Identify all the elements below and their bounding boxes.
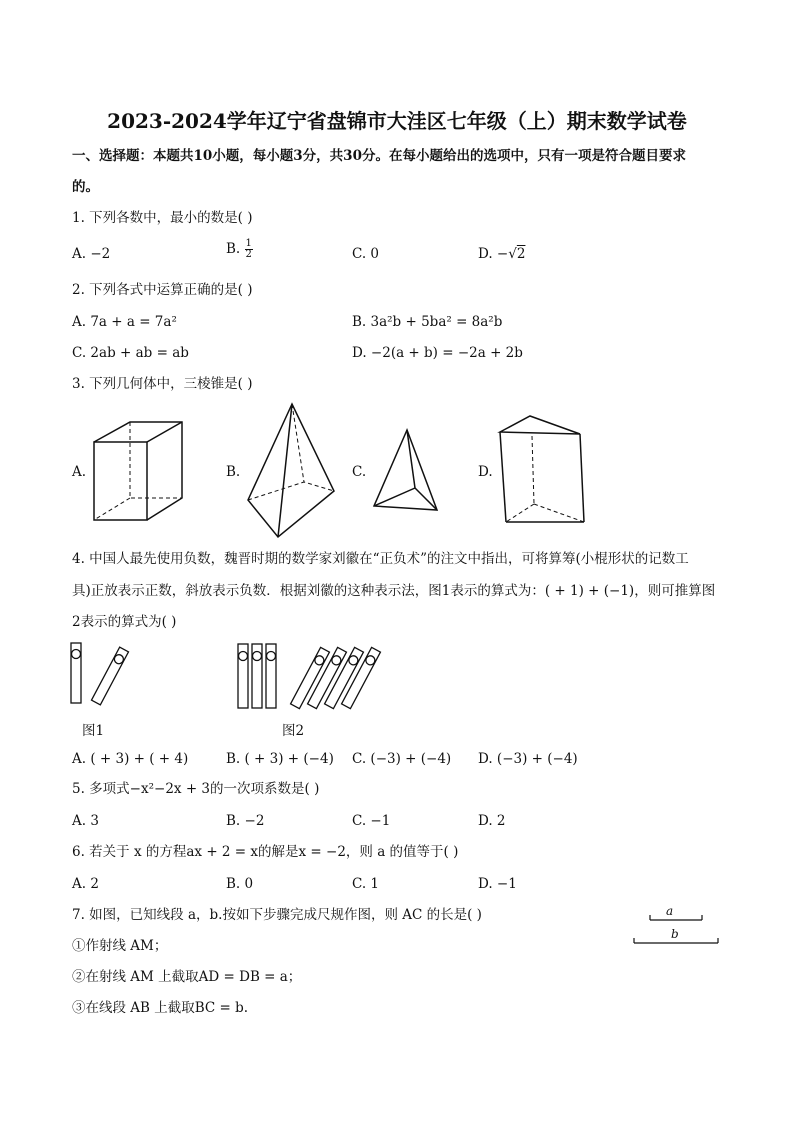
q6-option-a[interactable]: A. 2 <box>72 876 99 892</box>
question-7-step1: ①作射线 AM； <box>72 938 168 954</box>
q1-option-d[interactable] <box>478 245 525 263</box>
q4-option-d[interactable]: D. (−3) + (−4) <box>478 751 578 767</box>
radicand: 2 <box>516 246 526 262</box>
q2-option-c[interactable]: C. 2ab + ab = ab <box>72 345 189 361</box>
q4-option-c[interactable]: C. (−3) + (−4) <box>352 751 452 767</box>
segment-b-label: b <box>671 927 679 941</box>
question-7-step3: ③在线段 AB 上截取BC = b. <box>72 1000 249 1016</box>
q2-option-b[interactable]: B. 3a²b + 5ba² = 8a²b <box>352 314 503 330</box>
q2-option-d[interactable]: D. −2(a + b) = −2a + 2b <box>352 345 523 361</box>
q4-option-b[interactable]: B. ( + 3) + (−4) <box>226 751 334 767</box>
counting-rods-figure-2 <box>232 640 382 718</box>
numerator: 1 <box>245 238 252 249</box>
figure-2-label: 图2 <box>282 723 305 739</box>
question-4-line3: 2表示的算式为( ) <box>72 614 177 630</box>
q4-option-a[interactable]: A. ( + 3) + ( + 4) <box>72 751 189 767</box>
denominator: 2 <box>245 249 252 260</box>
question-1-stem: 1. 下列各数中，最小的数是( ) <box>72 210 253 226</box>
fraction <box>245 239 253 260</box>
q6-option-d[interactable]: D. −1 <box>478 876 517 892</box>
q1-option-b-label: B. <box>226 241 241 257</box>
q6-option-c[interactable]: C. 1 <box>352 876 380 892</box>
section-heading: 一、选择题：本题共10小题，每小题3分，共30分。在每小题给出的选项中，只有一项是符合题目要求 <box>72 148 686 164</box>
square-pyramid-figure <box>244 400 340 542</box>
segment-a-label: a <box>666 904 674 918</box>
q3-option-b[interactable]: B. <box>226 464 241 480</box>
q5-option-b[interactable]: B. −2 <box>226 813 265 829</box>
counting-rods-figure-1 <box>64 640 140 710</box>
question-6-stem: 6. 若关于 x 的方程ax + 2 = x的解是x = −2，则 a 的值等于( ) <box>72 844 459 860</box>
q5-option-c[interactable]: C. −1 <box>352 813 391 829</box>
question-2-stem: 2. 下列各式中运算正确的是( ) <box>72 282 253 298</box>
q3-option-a[interactable]: A. <box>72 464 87 480</box>
q2-option-a[interactable]: A. 7a + a = 7a² <box>72 314 177 330</box>
q5-option-d[interactable]: D. 2 <box>478 813 506 829</box>
q3-option-d[interactable]: D. <box>478 464 493 480</box>
q3-option-c[interactable]: C. <box>352 464 367 480</box>
cuboid-figure <box>88 418 188 524</box>
q5-option-a[interactable]: A. 3 <box>72 813 99 829</box>
q1-option-d-prefix: D. −√ <box>478 246 517 262</box>
triangular-prism-figure <box>496 412 588 526</box>
q1-option-c[interactable]: C. 0 <box>352 246 380 262</box>
question-7-stem: 7. 如图，已知线段 a，b.按如下步骤完成尺规作图，则 AC 的长是( ) <box>72 907 482 923</box>
page-title: 2023-2024学年辽宁省盘锦市大洼区七年级（上）期末数学试卷 <box>107 109 687 133</box>
q1-option-a[interactable]: A. −2 <box>72 246 111 262</box>
question-5-stem: 5. 多项式−x²−2x + 3的一次项系数是( ) <box>72 781 320 797</box>
q1-option-b[interactable] <box>226 239 253 260</box>
question-4-line1: 4. 中国人最先使用负数，魏晋时期的数学家刘徽在“正负术”的注文中指出，可将算筹(小棍形状的记数工 <box>72 551 689 567</box>
question-7-step2: ②在射线 AM 上截取AD = DB = a； <box>72 969 302 985</box>
section-heading-cont: 的。 <box>72 179 99 195</box>
question-3-stem: 3. 下列几何体中，三棱锥是( ) <box>72 376 253 392</box>
figure-1-label: 图1 <box>82 723 105 739</box>
triangular-pyramid-figure <box>370 426 442 514</box>
q6-option-b[interactable]: B. 0 <box>226 876 254 892</box>
question-4-line2: 具)正放表示正数，斜放表示负数．根据刘徽的这种表示法，图1表示的算式为：( + 1) + (−1)，则可推算图 <box>72 583 716 599</box>
